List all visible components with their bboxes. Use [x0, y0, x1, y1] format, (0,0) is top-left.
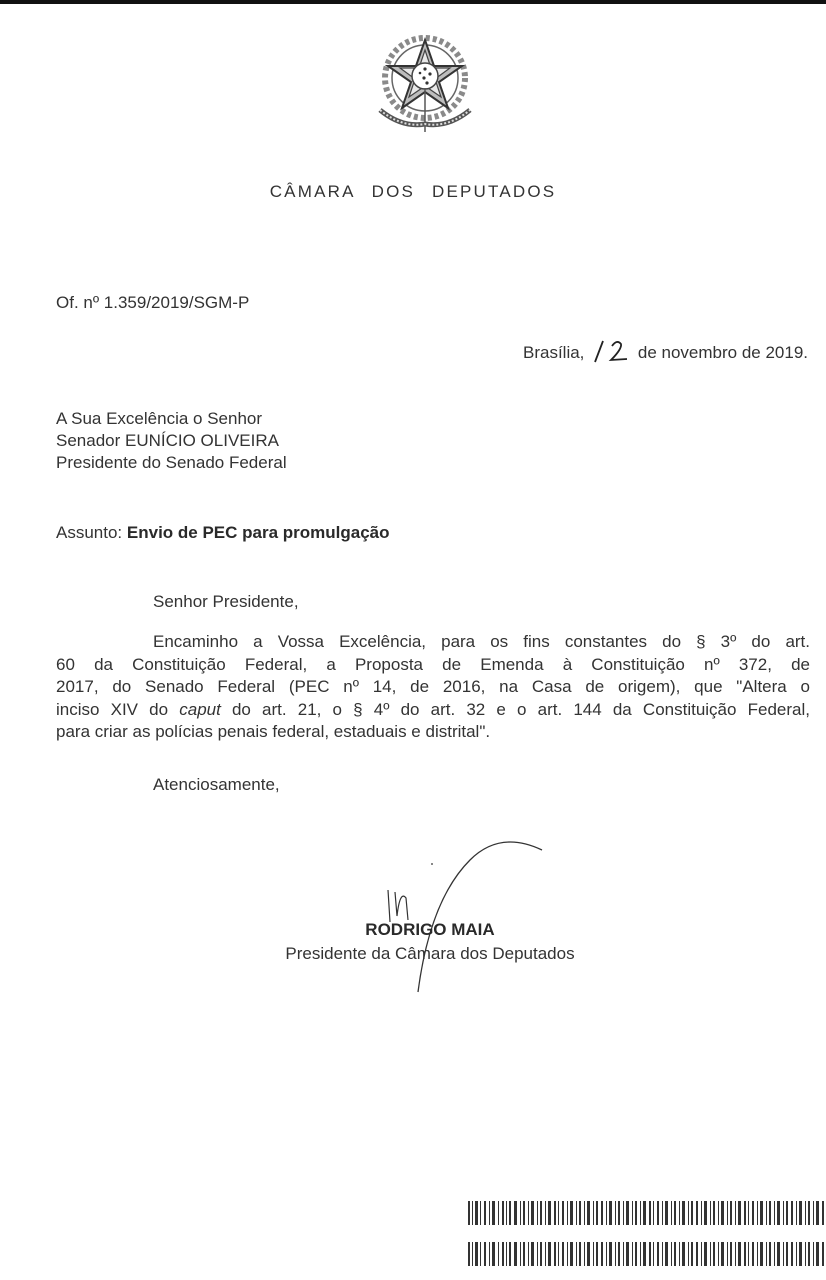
closing: Atenciosamente,	[153, 775, 280, 794]
subject-text: Envio de PEC para promulgação	[126, 523, 390, 542]
recipient-line-3: Presidente do Senado Federal	[56, 453, 287, 472]
signer-name: RODRIGO MAIA	[365, 920, 495, 939]
dateline	[523, 338, 808, 364]
body-text: do art. 21, o § 4º do art. 32 e o art. 144 da Constituição Federal,	[220, 699, 810, 719]
salutation: Senhor Presidente,	[153, 592, 299, 611]
body-line	[56, 699, 810, 722]
date-month-year: de novembro de 2019.	[637, 343, 808, 362]
barcode-2	[468, 1242, 826, 1266]
handwritten-day	[589, 338, 633, 364]
body-text: inciso XIV do	[56, 699, 180, 719]
subject-label: Assunto:	[56, 523, 123, 542]
recipient-address	[56, 408, 287, 474]
barcode-bars	[468, 1242, 826, 1266]
coat-of-arms-icon	[372, 28, 478, 138]
body-line: 2017, do Senado Federal (PEC nº 14, de 2016, na Casa de origem), que "Altera o	[56, 677, 810, 696]
body-line: para criar as polícias penais federal, estaduais e distrital".	[56, 722, 491, 741]
handwritten-signature	[360, 820, 560, 1000]
top-border	[0, 0, 826, 4]
recipient-line-2: Senador EUNÍCIO OLIVEIRA	[56, 431, 279, 450]
body-line: Encaminho a Vossa Excelência, para os fins constantes do § 3º do art.	[153, 632, 810, 651]
date-city: Brasília,	[522, 343, 585, 362]
recipient-line-1: A Sua Excelência o Senhor	[56, 409, 263, 428]
barcode-bars	[468, 1201, 826, 1225]
organization-name: CÂMARA DOS DEPUTADOS	[269, 182, 557, 201]
signer-title: Presidente da Câmara dos Deputados	[285, 944, 575, 963]
body-line: 60 da Constituição Federal, a Proposta de Emenda à Constituição nº 372, de	[56, 654, 810, 674]
barcode-1	[468, 1201, 826, 1225]
document-reference-number: Of. nº 1.359/2019/SGM-P	[56, 293, 250, 312]
body-paragraph	[56, 631, 810, 744]
subject-line	[56, 523, 390, 543]
body-italic-text: caput	[179, 699, 221, 719]
